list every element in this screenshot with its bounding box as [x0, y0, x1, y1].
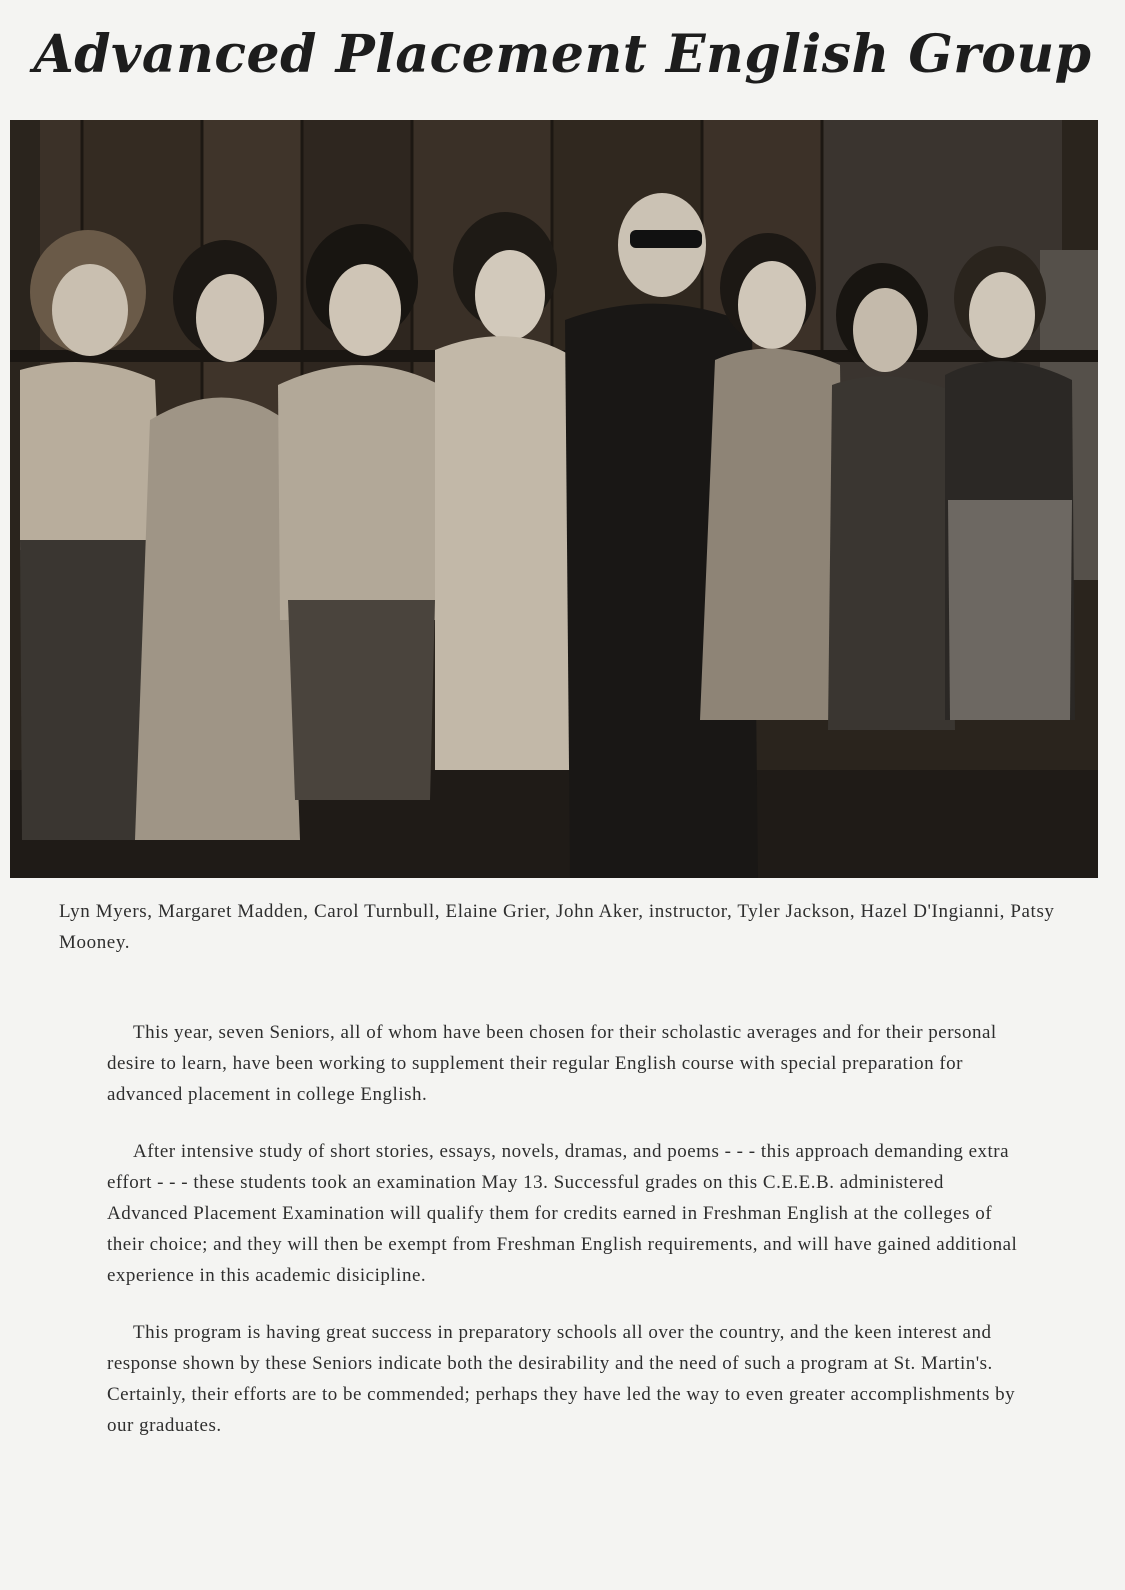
- group-photo: [10, 120, 1098, 878]
- paragraph: After intensive study of short stories, essays, novels, dramas, and poems - - - this approach demanding extra effort - - - these students took an examination May 13. Successful grades on this C.E.E.B. administered Advanced Placement Examination will qualify them for credits earned in Freshman English at the colleges of their choice; and they will then be exempt from Freshman English requirements, and will have gained additional experience in this academic disicipline.: [107, 1141, 1018, 1286]
- page-title: Advanced Placement English Group: [33, 24, 1092, 85]
- paragraph: This year, seven Seniors, all of whom have been chosen for their scholastic averages and for their personal desire to learn, have been working to supplement their regular English course with special preparation for advanced placement in college English.: [107, 1022, 997, 1105]
- paragraph: This program is having great success in preparatory schools all over the country, and the keen interest and response shown by these Seniors indicate both the desirability and the need of such a program at St. Martin's. Certainly, their efforts are to be commended; perhaps they have led the way to even greater accomplishments by our graduates.: [107, 1322, 1016, 1436]
- article-body: [107, 1017, 1022, 1467]
- photo-caption: Lyn Myers, Margaret Madden, Carol Turnbull, Elaine Grier, John Aker, instructor, Tyler Jackson, Hazel D'Ingianni, Patsy Mooney.: [59, 901, 1055, 953]
